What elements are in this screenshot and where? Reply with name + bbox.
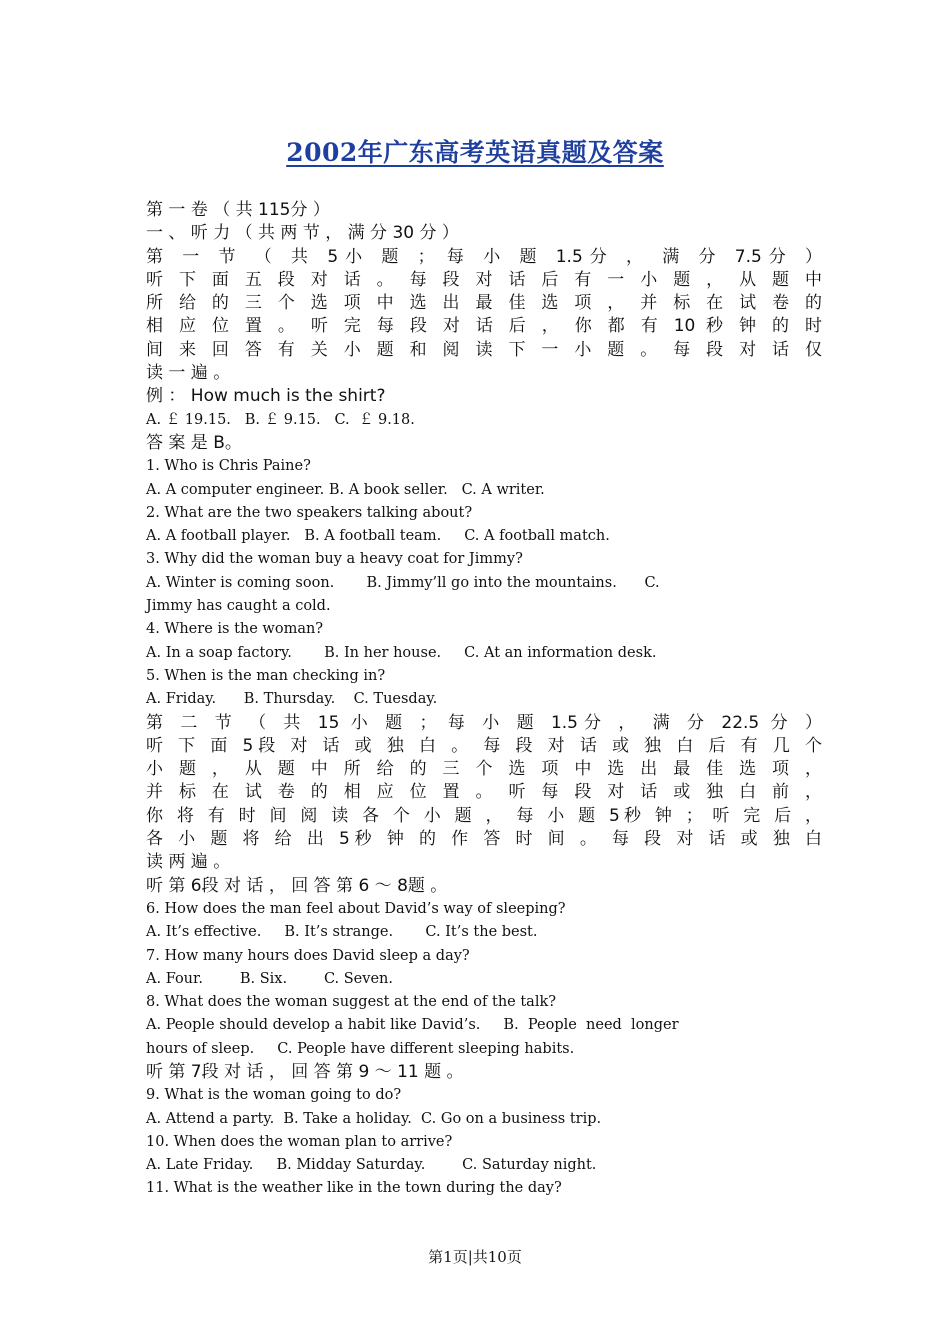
text-line: 答 案 是 B。 <box>146 432 242 453</box>
text-line: 读 两 遍 。 <box>146 852 231 873</box>
text-line: 8. What does the woman suggest at the end of the talk? <box>146 994 557 1011</box>
text-line: 间 来 回 答 有 关 小 题 和 阅 读 下 一 小 题 。 每 段 对 话 仅 <box>146 339 822 360</box>
text-line: 听 下 面 五 段 对 话 。 每 段 对 话 后 有 一 小 题 ， 从 题 中 <box>146 269 822 290</box>
text-line: 第 二 节 （ 共 15 小 题 ； 每 小 题 1.5分 ， 满 分 22.5 分 ） <box>146 712 822 733</box>
text-line: 第 一 节 （ 共 5小 题 ； 每 小 题 1.5分 ， 满 分 7.5分 ） <box>146 246 822 267</box>
text-line: 1. Who is Chris Paine? <box>146 458 311 475</box>
text-line: 读 一 遍 。 <box>146 363 231 384</box>
text-line: 听 下 面 5段 对 话 或 独 白 。 每 段 对 话 或 独 白 后 有 几 个 <box>146 735 822 756</box>
text-line: A. ￡ 19.15. B. ￡ 9.15. C. ￡ 9.18. <box>146 411 415 428</box>
text-line: 第 一 卷 （ 共 115分 ） <box>146 200 330 220</box>
text-line: A. People should develop a habit like David’s. B. People need longer <box>146 1017 679 1034</box>
text-line: 11. What is the weather like in the town during the day? <box>146 1180 562 1197</box>
document-body <box>146 199 822 1201</box>
text-line: 例 ： How much is the shirt? <box>146 386 386 407</box>
text-line: A. A football player. B. A football team. C. A football match. <box>146 528 610 545</box>
text-line: 小 题 ， 从 题 中 所 给 的 三 个 选 项 中 选 出 最 佳 选 项 ， <box>146 759 822 780</box>
page-footer: 第1页|共10页 <box>428 1248 522 1266</box>
text-line: A. Late Friday. B. Midday Saturday. C. Saturday night. <box>146 1157 597 1174</box>
text-line: 听 第 6段 对 话 ， 回 答 第 6 ～ 8题 。 <box>146 875 448 896</box>
text-line: 4. Where is the woman? <box>146 621 324 638</box>
text-line: A. Four. B. Six. C. Seven. <box>146 970 393 987</box>
text-line: A. A computer engineer. B. A book seller. C. A writer. <box>146 481 545 498</box>
text-line: A. In a soap factory. B. In her house. C. At an information desk. <box>146 644 657 661</box>
text-line: 7. How many hours does David sleep a day? <box>146 947 470 964</box>
text-line: A. Winter is coming soon. B. Jimmy’ll go into the mountains. C. <box>146 574 660 591</box>
text-line: A. Attend a party. B. Take a holiday. C. Go on a business trip. <box>146 1110 602 1127</box>
text-line: 各 小 题 将 给 出 5秒 钟 的 作 答 时 间 。 每 段 对 话 或 独 白 <box>146 829 822 850</box>
text-line: 2. What are the two speakers talking about? <box>146 504 473 521</box>
text-line: 3. Why did the woman buy a heavy coat for Jimmy? <box>146 551 523 568</box>
text-line: 9. What is the woman going to do? <box>146 1087 402 1104</box>
text-line: 所 给 的 三 个 选 项 中 选 出 最 佳 选 项 ， 并 标 在 试 卷 的 <box>146 293 822 314</box>
document-title: 2002年广东高考英语真题及答案 <box>286 138 664 167</box>
text-line: 5. When is the man checking in? <box>146 667 386 684</box>
text-line: hours of sleep. C. People have different sleeping habits. <box>146 1040 575 1057</box>
text-line: 听 第 7段 对 话 ， 回 答 第 9 ～ 11 题 。 <box>146 1061 464 1082</box>
text-line: 你 将 有 时 间 阅 读 各 个 小 题 ， 每 小 题 5秒 钟 ； 听 完 后 ， <box>146 805 822 826</box>
text-line: Jimmy has caught a cold. <box>146 598 331 615</box>
text-line: 相 应 位 置 。 听 完 每 段 对 话 后 ， 你 都 有 10 秒 钟 的 时 <box>146 316 822 337</box>
text-line: 6. How does the man feel about David’s way of sleeping? <box>146 900 566 917</box>
text-line: 并 标 在 试 卷 的 相 应 位 置 。 听 每 段 对 话 或 独 白 前 ， <box>146 782 822 803</box>
text-line: A. Friday. B. Thursday. C. Tuesday. <box>146 691 438 708</box>
text-line: 10. When does the woman plan to arrive? <box>146 1133 453 1150</box>
text-line: A. It’s effective. B. It’s strange. C. It’s the best. <box>146 924 538 941</box>
text-line: 一 、 听 力 （ 共 两 节 ， 满 分 30 分 ） <box>146 223 459 244</box>
